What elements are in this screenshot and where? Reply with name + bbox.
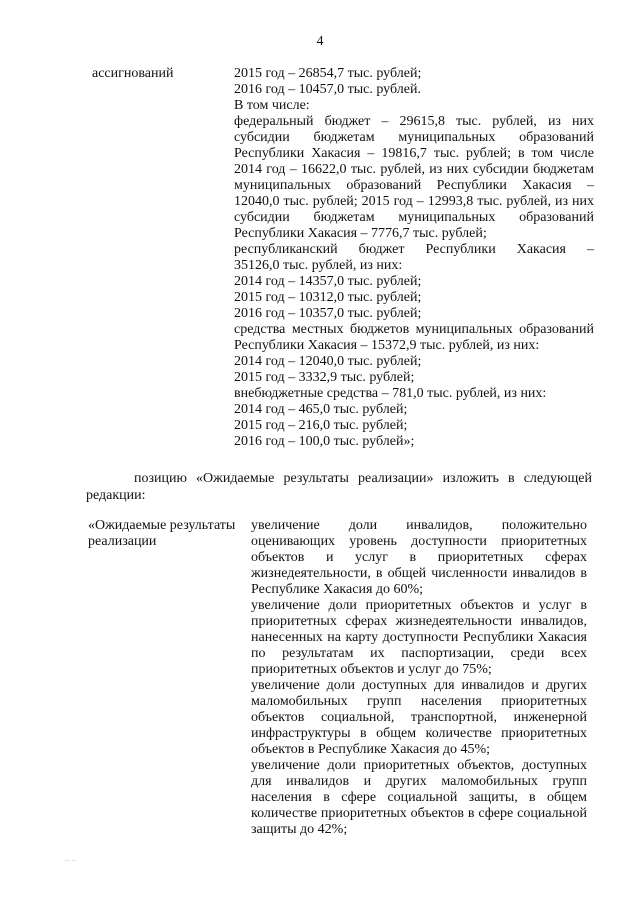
funding-line: субсидии бюджетам муниципальных образований bbox=[234, 130, 594, 145]
results-line: инфраструктуры в общем количестве приоритетных bbox=[251, 726, 587, 741]
results-line: Республике Хакасия до 60%; bbox=[251, 582, 424, 597]
funding-line: республиканский бюджет Республики Хакасия – bbox=[234, 242, 594, 257]
funding-line: 2014 год – 465,0 тыс. рублей; bbox=[234, 402, 408, 417]
funding-line: 2016 год – 10457,0 тыс. рублей. bbox=[234, 82, 421, 97]
results-line: количестве приоритетных объектов в сфере социальной bbox=[251, 806, 587, 821]
funding-line: 35126,0 тыс. рублей, из них: bbox=[234, 258, 403, 273]
funding-line: 2015 год – 26854,7 тыс. рублей; bbox=[234, 66, 422, 81]
funding-line: 2014 год – 16622,0 тыс. рублей, из них субсидии бюджетам bbox=[234, 162, 594, 177]
instruction-line-2: редакции: bbox=[86, 488, 146, 503]
funding-line: 2015 год – 216,0 тыс. рублей; bbox=[234, 418, 408, 433]
results-label bbox=[88, 518, 235, 550]
funding-line: субсидии бюджетам муниципальных образований bbox=[234, 210, 594, 225]
funding-line: Республики Хакасия – 15372,9 тыс. рублей, из них: bbox=[234, 338, 540, 353]
results-line: приоритетных сферах жизнедеятельности инвалидов, bbox=[251, 614, 587, 629]
margin-mark: ... .. bbox=[64, 854, 76, 863]
results-line: увеличение доли приоритетных объектов и услуг в bbox=[251, 598, 587, 613]
funding-line: Республики Хакасия – 19816,7 тыс. рублей; в том числе bbox=[234, 146, 594, 161]
results-details bbox=[251, 518, 587, 838]
results-line: увеличение доли доступных для инвалидов и других bbox=[251, 678, 587, 693]
funding-line: 2014 год – 14357,0 тыс. рублей; bbox=[234, 274, 422, 289]
funding-line: Республики Хакасия – 7776,7 тыс. рублей; bbox=[234, 226, 487, 241]
results-line: объектов в Республике Хакасия до 45%; bbox=[251, 742, 491, 757]
results-line: увеличение доли инвалидов, положительно bbox=[251, 518, 587, 533]
results-line: нанесенных на карту доступности Республики Хакасия bbox=[251, 630, 587, 645]
instruction-paragraph bbox=[86, 470, 592, 504]
results-line: объектов социальной, транспортной, инженерной bbox=[251, 710, 587, 725]
results-line: защиты до 42%; bbox=[251, 822, 348, 837]
funding-line: 2015 год – 10312,0 тыс. рублей; bbox=[234, 290, 422, 305]
results-line: маломобильных групп населения приоритетных bbox=[251, 694, 587, 709]
funding-label: ассигнований bbox=[92, 66, 174, 81]
funding-details bbox=[234, 66, 594, 450]
results-label-line-2: реализации bbox=[88, 534, 157, 549]
results-line: увеличение доли приоритетных объектов, доступных bbox=[251, 758, 587, 773]
funding-line: 12040,0 тыс. рублей; 2015 год – 12993,8 тыс. рублей, из них bbox=[234, 194, 594, 209]
funding-line: 2016 год – 10357,0 тыс. рублей; bbox=[234, 306, 422, 321]
funding-line: 2014 год – 12040,0 тыс. рублей; bbox=[234, 354, 422, 369]
results-line: оценивающих уровень доступности приоритетных bbox=[251, 534, 587, 549]
funding-line: В том числе: bbox=[234, 98, 310, 113]
results-line: населения в сфере социальной защиты, в общем bbox=[251, 790, 587, 805]
funding-line: муниципальных образований Республики Хакасия – bbox=[234, 178, 594, 193]
results-line: для инвалидов и других маломобильных групп bbox=[251, 774, 587, 789]
instruction-line-1: позицию «Ожидаемые результаты реализации» изложить в следующей bbox=[134, 471, 592, 486]
results-label-line-1: «Ожидаемые результаты bbox=[88, 518, 236, 533]
page-number: 4 bbox=[316, 34, 324, 49]
results-line: объектов и услуг в приоритетных сферах bbox=[251, 550, 587, 565]
funding-line: внебюджетные средства – 781,0 тыс. рублей, из них: bbox=[234, 386, 547, 401]
results-line: по результатам их паспортизации, среди всех bbox=[251, 646, 587, 661]
funding-line: средства местных бюджетов муниципальных образований bbox=[234, 322, 594, 337]
results-line: приоритетных объектов и услуг до 75%; bbox=[251, 662, 492, 677]
funding-line: 2015 год – 3332,9 тыс. рублей; bbox=[234, 370, 415, 385]
funding-line: федеральный бюджет – 29615,8 тыс. рублей, из них bbox=[234, 114, 594, 129]
funding-line: 2016 год – 100,0 тыс. рублей»; bbox=[234, 434, 415, 449]
results-line: жизнедеятельности, в общей численности инвалидов в bbox=[251, 566, 587, 581]
